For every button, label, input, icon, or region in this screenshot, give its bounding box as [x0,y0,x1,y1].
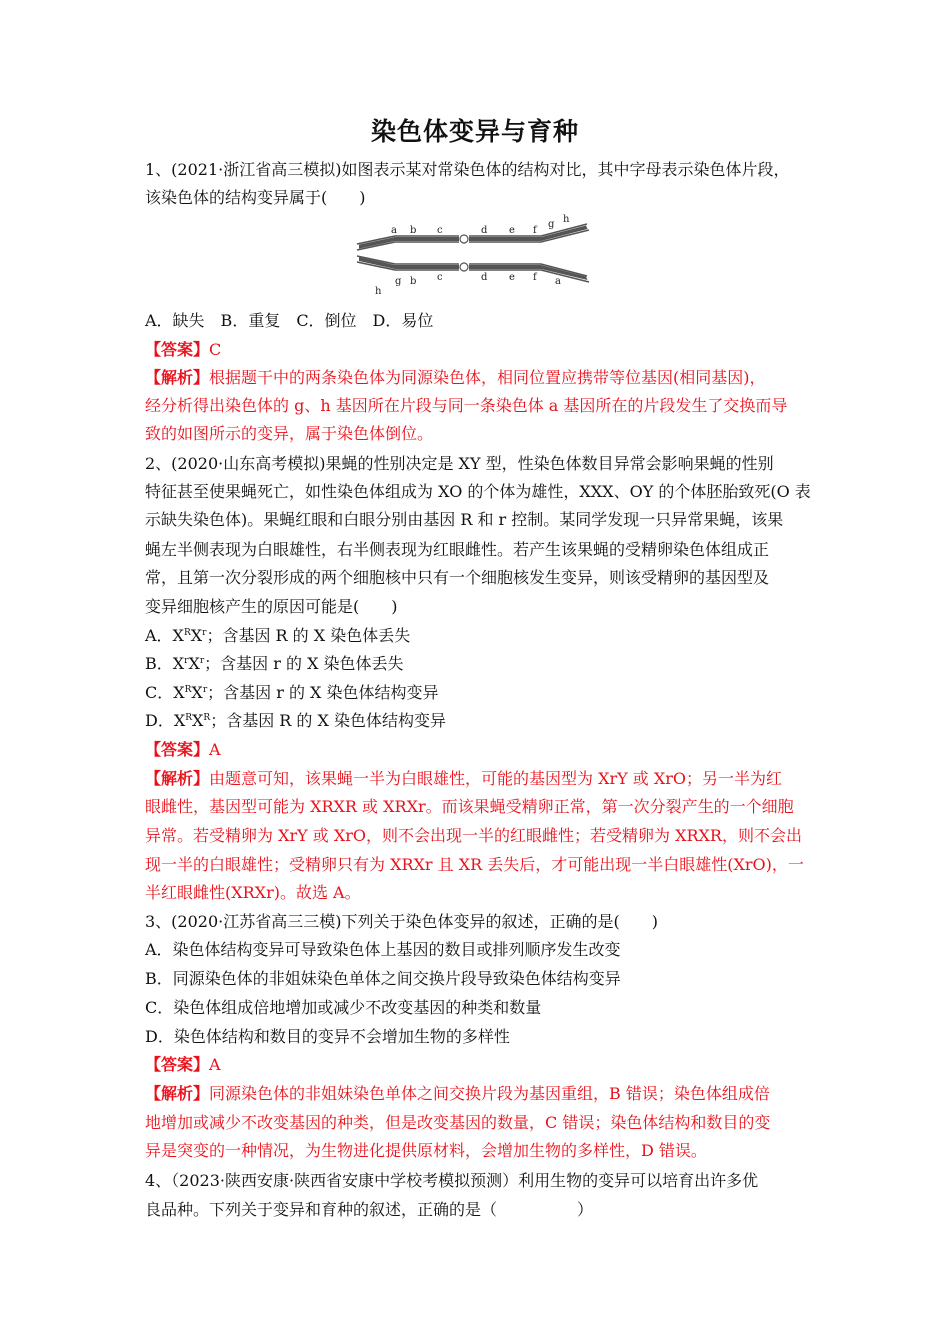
q4-stem-line2: 良品种。下列关于变异和育种的叙述，正确的是（ ） [145,1200,594,1219]
superscript: R [184,685,192,695]
answer-tag: 【答案】 [145,340,210,359]
q2-analysis-line2: 眼雌性，基因型可能为 XRXR 或 XRXr。而该果蝇受精卵正常，第一次分裂产生的一个细胞 [145,797,794,816]
superscript: R [203,713,211,723]
fig-bottom-letter: g [395,276,402,287]
q2-analysis-line1 [145,769,815,789]
option-text: ；含基因 r 的 X 染色体结构变异 [207,683,439,702]
q3-option-a: A．染色体结构变异可导致染色体上基因的数目或排列顺序发生改变 [145,940,621,959]
q3-analysis-line1 [145,1084,815,1104]
q1-options: A．缺失 B．重复 C．倒位 D．易位 [145,311,434,330]
fig-bottom-letter: c [437,272,443,283]
q1-analysis-line1 [145,368,815,388]
superscript: R [183,628,191,638]
analysis-text: 由题意可知，该果蝇一半为白眼雄性，可能的基因型为 XrY 或 XrO；另一半为红 [209,769,783,788]
superscript: r [202,685,208,695]
option-text: X [191,683,203,702]
fig-top-letter: f [533,225,537,236]
fig-bottom-letter: d [481,272,488,283]
fig-bottom-letter: b [410,276,417,287]
superscript: R [185,713,193,723]
option-text: X [190,626,203,645]
q2-option-d [145,711,815,731]
answer-value: C [209,340,222,359]
option-text: D．X [145,711,186,730]
superscript: r [184,656,189,666]
option-text: ；含基因 R 的 X 染色体丢失 [206,626,411,645]
q1-analysis-line3: 致的如图所示的变异，属于染色体倒位。 [145,424,434,443]
fig-bottom-letter: f [533,272,537,283]
q1-stem-line2: 该染色体的结构变异属于( ) [145,188,366,207]
option-text: ；含基因 r 的 X 染色体丢失 [204,654,404,673]
q3-option-b: B．同源染色体的非姐妹染色单体之间交换片段导致染色体结构变异 [145,969,621,988]
q1-answer [145,340,815,360]
fig-bottom-letter: a [555,276,561,287]
answer-tag: 【答案】 [145,740,210,759]
fig-top-letter: c [437,225,443,236]
option-text: ；含基因 R 的 X 染色体结构变异 [210,711,446,730]
q2-stem-line2: 特征甚至使果蝇死亡，如性染色体组成为 XO 的个体为雄性，XXX、OY 的个体胚胎致死(O 表 [145,482,811,501]
answer-value: A [209,740,221,759]
q1-stem-line1: 1、(2021·浙江省高三模拟)如图表示某对常染色体的结构对比，其中字母表示染色体片段， [145,160,790,179]
q2-stem-line6: 变异细胞核产生的原因可能是( ) [145,597,398,616]
fig-top-letter: b [410,225,417,236]
analysis-text: 同源染色体的非姐妹染色单体之间交换片段为基因重组，B 错误；染色体组成倍 [209,1084,770,1103]
q3-option-d: D．染色体结构和数目的变异不会增加生物的多样性 [145,1027,510,1046]
analysis-tag: 【解析】 [145,368,210,387]
option-text: C．X [145,683,185,702]
q2-stem-line5: 常，且第一次分裂形成的两个细胞核中只有一个细胞核发生变异，则该受精卵的基因型及 [145,568,770,587]
q3-analysis-line3: 异是突变的一种情况，为生物进化提供原材料，会增加生物的多样性，D 错误。 [145,1141,707,1160]
q2-option-b [145,654,815,674]
option-text: A．X [145,626,184,645]
q2-stem-line1: 2、(2020·山东高考模拟)果蝇的性别决定是 XY 型，性染色体数目异常会影响果蝇的性别 [145,454,774,473]
fig-bottom-letter: h [375,286,382,297]
q2-analysis-line3: 异常。若受精卵为 XrY 或 XrO，则不会出现一半的红眼雌性；若受精卵为 XRXR，则不会出 [145,826,802,845]
q4-stem-line1: 4、（2023·陕西安康·陕西省安康中学校考模拟预测）利用生物的变异可以培育出许多优 [145,1171,759,1190]
superscript: r [199,656,205,666]
q3-analysis-line2: 地增加或减少不改变基因的种类，但是改变基因的数量，C 错误；染色体结构和数目的变 [145,1113,771,1132]
fig-bottom-letter: e [509,272,515,283]
q1-analysis-line2: 经分析得出染色体的 g、h 基因所在片段与同一条染色体 a 基因所在的片段发生了交换而导 [145,396,788,415]
q3-option-c: C．染色体组成倍地增加或减少不改变基因的种类和数量 [145,998,542,1017]
fig-top-letter: a [391,225,397,236]
q2-option-a [145,626,815,646]
q2-stem-line4: 蝇左半侧表现为白眼雄性，右半侧表现为红眼雌性。若产生该果蝇的受精卵染色体组成正 [145,540,770,559]
option-text: X [192,711,204,730]
q2-stem-line3: 示缺失染色体)。果蝇红眼和白眼分别由基因 R 和 r 控制。某同学发现一只异常果蝇，该果 [145,510,784,529]
chromosome-diagram [355,214,600,302]
fig-top-letter: g [548,219,555,230]
q2-option-c [145,683,815,703]
analysis-text: 根据题干中的两条染色体为同源染色体，相同位置应携带等位基因(相同基因)， [209,368,766,387]
superscript: r [202,628,207,638]
q2-analysis-line4: 现一半的白眼雄性；受精卵只有为 XRXr 且 XR 丢失后，才可能出现一半白眼雄性(XrO)，一 [145,855,804,874]
option-text: B．X [145,654,185,673]
analysis-tag: 【解析】 [145,769,210,788]
fig-top-letter: d [481,225,488,236]
document-title: 染色体变异与育种 [370,117,579,146]
answer-tag: 【答案】 [145,1055,210,1074]
q3-answer [145,1055,815,1075]
option-text: X [188,654,200,673]
q2-analysis-line5: 半红眼雌性(XRXr)。故选 A。 [145,883,361,902]
analysis-tag: 【解析】 [145,1084,210,1103]
fig-top-letter: h [563,214,570,225]
q2-answer [145,740,815,760]
fig-top-letter: e [509,225,515,236]
q3-stem: 3、(2020·江苏省高三三模)下列关于染色体变异的叙述，正确的是( ) [145,912,658,931]
answer-value: A [209,1055,221,1074]
